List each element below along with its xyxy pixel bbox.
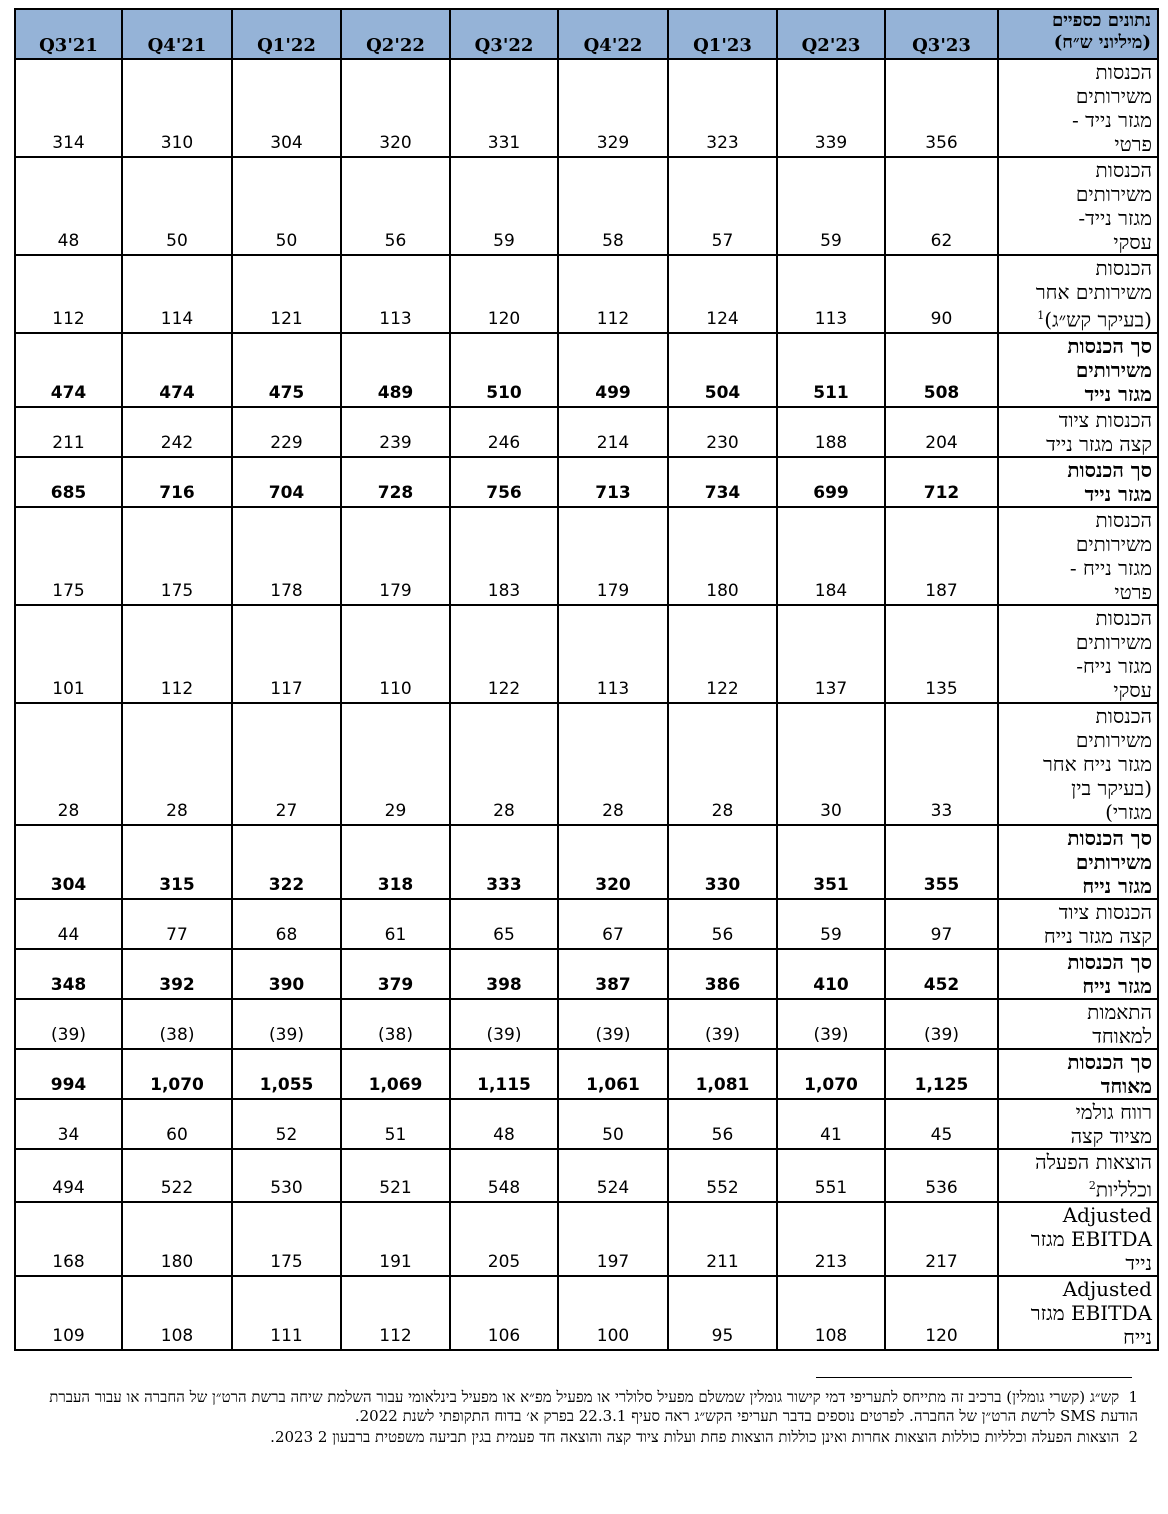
value-cell: 390 (232, 949, 341, 999)
table-row (15, 999, 1158, 1049)
header-quarter: Q3'21 (15, 9, 122, 59)
row-label (998, 407, 1158, 457)
footnote-number: 2 (1128, 1428, 1138, 1446)
row-label-text: הכנסות משירותים מגזר נייד - פרטי (1072, 60, 1152, 156)
value-cell: 536 (885, 1149, 998, 1203)
table-row (15, 59, 1158, 157)
row-label (998, 999, 1158, 1049)
value-cell: 122 (450, 605, 558, 703)
value-cell: 211 (15, 407, 122, 457)
value-cell: 33 (885, 703, 998, 825)
value-cell: 30 (777, 703, 885, 825)
value-cell: 356 (885, 59, 998, 157)
value-cell: 113 (777, 255, 885, 333)
value-cell: (39) (668, 999, 777, 1049)
table-row (15, 1276, 1158, 1350)
table-row (15, 507, 1158, 605)
value-cell: 112 (341, 1276, 450, 1350)
value-cell: 333 (450, 825, 558, 899)
value-cell: 51 (341, 1099, 450, 1149)
value-cell: 106 (450, 1276, 558, 1350)
row-label (998, 825, 1158, 899)
value-cell: 994 (15, 1049, 122, 1099)
header-quarter: Q4'21 (122, 9, 232, 59)
value-cell: 61 (341, 899, 450, 949)
value-cell: 57 (668, 157, 777, 255)
row-label (998, 1202, 1158, 1276)
footnote-marker: 2 (1088, 1178, 1096, 1192)
row-label-text: הכנסות ציוד קצה מגזר נייח (1043, 899, 1152, 948)
row-label (998, 1049, 1158, 1099)
value-cell: 551 (777, 1149, 885, 1203)
row-label (998, 1099, 1158, 1149)
value-cell: 111 (232, 1276, 341, 1350)
value-cell: 59 (450, 157, 558, 255)
value-cell: 699 (777, 457, 885, 507)
row-label-text: סך הכנסות מאוחד (1067, 1049, 1152, 1098)
value-cell: 175 (232, 1202, 341, 1276)
value-cell: 187 (885, 507, 998, 605)
value-cell: 320 (558, 825, 668, 899)
value-cell: 113 (558, 605, 668, 703)
value-cell: 379 (341, 949, 450, 999)
value-cell: 90 (885, 255, 998, 333)
row-label-text: הכנסות משירותים מגזר נייח אחר (בעיקר בין מגזרי) (1042, 703, 1152, 824)
value-cell: 508 (885, 333, 998, 407)
value-cell: 56 (668, 1099, 777, 1149)
value-cell: 121 (232, 255, 341, 333)
footnote-divider (816, 1377, 1132, 1378)
value-cell: 315 (122, 825, 232, 899)
row-label-text: הכנסות משירותים מגזר נייח- עסקי (1075, 605, 1152, 702)
row-label-text: הכנסות משירותים אחר (בעיקר קש״ג) (1035, 256, 1152, 332)
value-cell: 28 (15, 703, 122, 825)
table-row (15, 703, 1158, 825)
value-cell: 1,081 (668, 1049, 777, 1099)
value-cell: 100 (558, 1276, 668, 1350)
value-cell: 95 (668, 1276, 777, 1350)
value-cell: 137 (777, 605, 885, 703)
table-row (15, 605, 1158, 703)
row-label-text: סך הכנסות מגזר נייח (1067, 949, 1152, 998)
value-cell: 330 (668, 825, 777, 899)
value-cell: 213 (777, 1202, 885, 1276)
value-cell: 552 (668, 1149, 777, 1203)
row-label-text: הכנסות ציוד קצה מגזר נייד (1046, 407, 1152, 456)
value-cell: 494 (15, 1149, 122, 1203)
header-label-cell: נתונים כספיים (מיליוני ש״ח) (998, 9, 1158, 59)
financial-data-table (14, 8, 1159, 1351)
value-cell: 28 (668, 703, 777, 825)
value-cell: 355 (885, 825, 998, 899)
value-cell: 97 (885, 899, 998, 949)
row-label-text: סך הכנסות משירותים מגזר נייח (1067, 825, 1152, 898)
value-cell: 756 (450, 457, 558, 507)
value-cell: 101 (15, 605, 122, 703)
table-row (15, 157, 1158, 255)
value-cell: 230 (668, 407, 777, 457)
value-cell: (38) (122, 999, 232, 1049)
value-cell: 175 (15, 507, 122, 605)
row-label-text: סך הכנסות משירותים מגזר נייד (1067, 333, 1152, 406)
footnote (13, 1388, 1138, 1426)
row-label (998, 1276, 1158, 1350)
table-row (15, 255, 1158, 333)
value-cell: 197 (558, 1202, 668, 1276)
table-row (15, 1202, 1158, 1276)
row-label-text: התאמות למאוחד (1087, 999, 1152, 1048)
value-cell: 205 (450, 1202, 558, 1276)
value-cell: 530 (232, 1149, 341, 1203)
value-cell: 304 (15, 825, 122, 899)
value-cell: 124 (668, 255, 777, 333)
row-label (998, 899, 1158, 949)
value-cell: 60 (122, 1099, 232, 1149)
value-cell: 108 (777, 1276, 885, 1350)
value-cell: 474 (122, 333, 232, 407)
value-cell: 392 (122, 949, 232, 999)
row-label-text: הכנסות משירותים מגזר נייד- עסקי (1075, 158, 1152, 254)
value-cell: 191 (341, 1202, 450, 1276)
value-cell: 67 (558, 899, 668, 949)
value-cell: 351 (777, 825, 885, 899)
value-cell: 44 (15, 899, 122, 949)
row-label (998, 457, 1158, 507)
value-cell: 28 (450, 703, 558, 825)
footnotes (13, 1388, 1138, 1449)
footnote-number: 1 (1128, 1388, 1138, 1406)
table-row (15, 1049, 1158, 1099)
value-cell: 77 (122, 899, 232, 949)
value-cell: 45 (885, 1099, 998, 1149)
table-body (15, 59, 1158, 1350)
value-cell: 712 (885, 457, 998, 507)
row-label-text: סך הכנסות מגזר נייד (1067, 457, 1152, 506)
value-cell: 59 (777, 157, 885, 255)
value-cell: 50 (122, 157, 232, 255)
value-cell: 314 (15, 59, 122, 157)
value-cell: (39) (777, 999, 885, 1049)
value-cell: 108 (122, 1276, 232, 1350)
footnote (13, 1428, 1138, 1447)
value-cell: 27 (232, 703, 341, 825)
value-cell: 387 (558, 949, 668, 999)
table-row (15, 1149, 1158, 1203)
header-quarter: Q1'23 (668, 9, 777, 59)
value-cell: 28 (122, 703, 232, 825)
value-cell: 522 (122, 1149, 232, 1203)
row-label-text: הכנסות משירותים מגזר נייח - פרטי (1069, 507, 1152, 604)
value-cell: (39) (885, 999, 998, 1049)
value-cell: 1,055 (232, 1049, 341, 1099)
value-cell: 180 (122, 1202, 232, 1276)
value-cell: 188 (777, 407, 885, 457)
value-cell: 239 (341, 407, 450, 457)
value-cell: 398 (450, 949, 558, 999)
table-row (15, 1099, 1158, 1149)
value-cell: 474 (15, 333, 122, 407)
table-row (15, 899, 1158, 949)
value-cell: 348 (15, 949, 122, 999)
value-cell: 318 (341, 825, 450, 899)
value-cell: 511 (777, 333, 885, 407)
header-quarter: Q3'22 (450, 9, 558, 59)
row-label (998, 255, 1158, 333)
table-row (15, 407, 1158, 457)
value-cell: 62 (885, 157, 998, 255)
value-cell: 52 (232, 1099, 341, 1149)
header-quarter: Q4'22 (558, 9, 668, 59)
value-cell: 122 (668, 605, 777, 703)
value-cell: 475 (232, 333, 341, 407)
value-cell: 214 (558, 407, 668, 457)
value-cell: 114 (122, 255, 232, 333)
value-cell: 1,061 (558, 1049, 668, 1099)
table-header-row (15, 9, 1158, 59)
value-cell: 499 (558, 333, 668, 407)
row-label (998, 59, 1158, 157)
value-cell: 728 (341, 457, 450, 507)
value-cell: 117 (232, 605, 341, 703)
value-cell: 734 (668, 457, 777, 507)
value-cell: 1,070 (777, 1049, 885, 1099)
value-cell: 1,069 (341, 1049, 450, 1099)
value-cell: 320 (341, 59, 450, 157)
row-label-text: Adjusted EBITDA מגזר נייד (1030, 1203, 1152, 1276)
value-cell: 184 (777, 507, 885, 605)
value-cell: 178 (232, 507, 341, 605)
value-cell: 217 (885, 1202, 998, 1276)
value-cell: 50 (232, 157, 341, 255)
row-label-text: Adjusted EBITDA מגזר נייח (1030, 1277, 1152, 1350)
value-cell: 50 (558, 1099, 668, 1149)
value-cell: 135 (885, 605, 998, 703)
value-cell: 716 (122, 457, 232, 507)
value-cell: 28 (558, 703, 668, 825)
row-label (998, 949, 1158, 999)
row-label (998, 605, 1158, 703)
value-cell: 112 (15, 255, 122, 333)
value-cell: 304 (232, 59, 341, 157)
value-cell: 323 (668, 59, 777, 157)
value-cell: 339 (777, 59, 885, 157)
value-cell: 410 (777, 949, 885, 999)
value-cell: 59 (777, 899, 885, 949)
value-cell: 48 (450, 1099, 558, 1149)
table-row (15, 457, 1158, 507)
value-cell: 524 (558, 1149, 668, 1203)
row-label (998, 157, 1158, 255)
value-cell: 452 (885, 949, 998, 999)
row-label (998, 507, 1158, 605)
value-cell: 322 (232, 825, 341, 899)
value-cell: (39) (15, 999, 122, 1049)
value-cell: 183 (450, 507, 558, 605)
value-cell: 204 (885, 407, 998, 457)
value-cell: 704 (232, 457, 341, 507)
value-cell: 41 (777, 1099, 885, 1149)
value-cell: 29 (341, 703, 450, 825)
value-cell: 386 (668, 949, 777, 999)
value-cell: 56 (341, 157, 450, 255)
value-cell: 685 (15, 457, 122, 507)
value-cell: 1,070 (122, 1049, 232, 1099)
value-cell: 329 (558, 59, 668, 157)
table-row (15, 333, 1158, 407)
value-cell: (39) (558, 999, 668, 1049)
value-cell: 179 (558, 507, 668, 605)
value-cell: 310 (122, 59, 232, 157)
header-quarter: Q2'23 (777, 9, 885, 59)
value-cell: (39) (450, 999, 558, 1049)
footnote-marker: 1 (1037, 309, 1045, 322)
value-cell: 56 (668, 899, 777, 949)
value-cell: 489 (341, 333, 450, 407)
value-cell: 331 (450, 59, 558, 157)
value-cell: (38) (341, 999, 450, 1049)
value-cell: 175 (122, 507, 232, 605)
value-cell: 713 (558, 457, 668, 507)
value-cell: 109 (15, 1276, 122, 1350)
footnote-text: הוצאות הפעלה וכלליות כוללות הוצאות אחרות ואינן כוללות הוצאות פחת ועלות ציוד קצה והוצאה חד פעמית בגין תביעה משפטית ברבעון 2 2023. (270, 1428, 1120, 1446)
value-cell: 113 (341, 255, 450, 333)
header-quarter: Q2'22 (341, 9, 450, 59)
value-cell: 242 (122, 407, 232, 457)
value-cell: 68 (232, 899, 341, 949)
value-cell: 168 (15, 1202, 122, 1276)
value-cell: 58 (558, 157, 668, 255)
row-label-text: רווח גולמי מציוד קצה (1070, 1099, 1152, 1148)
row-label-text: הוצאות הפעלה וכלליות (1035, 1149, 1152, 1202)
value-cell: 112 (558, 255, 668, 333)
value-cell: 1,115 (450, 1049, 558, 1099)
table-row (15, 825, 1158, 899)
value-cell: 229 (232, 407, 341, 457)
value-cell: 65 (450, 899, 558, 949)
value-cell: (39) (232, 999, 341, 1049)
row-label (998, 1149, 1158, 1203)
value-cell: 548 (450, 1149, 558, 1203)
value-cell: 110 (341, 605, 450, 703)
value-cell: 504 (668, 333, 777, 407)
value-cell: 246 (450, 407, 558, 457)
row-label (998, 333, 1158, 407)
footnote-text: קש״ג (קשרי גומלין) ברכיב זה מתייחס לתעריפי דמי קישור גומלין שמשלם מפעיל סלולרי או מפעיל מפ״א או מפעיל בינלאומי עבור השלמת שיחה ברשת הרט״ן של החברה או עבור העברת הודעת SMS לרשת הרט״ן של החברה. לפרטים נוספים בדבר תעריפי הקש״ג ראה סעיף 22.3.1 בפרק א׳ בדוח התקופתי לשנת 2022. (49, 1388, 1138, 1425)
value-cell: 510 (450, 333, 558, 407)
row-label (998, 703, 1158, 825)
header-quarter: Q3'23 (885, 9, 998, 59)
value-cell: 521 (341, 1149, 450, 1203)
table-row (15, 949, 1158, 999)
value-cell: 120 (450, 255, 558, 333)
header-quarter: Q1'22 (232, 9, 341, 59)
value-cell: 180 (668, 507, 777, 605)
value-cell: 1,125 (885, 1049, 998, 1099)
value-cell: 179 (341, 507, 450, 605)
value-cell: 112 (122, 605, 232, 703)
value-cell: 34 (15, 1099, 122, 1149)
value-cell: 48 (15, 157, 122, 255)
value-cell: 211 (668, 1202, 777, 1276)
value-cell: 120 (885, 1276, 998, 1350)
